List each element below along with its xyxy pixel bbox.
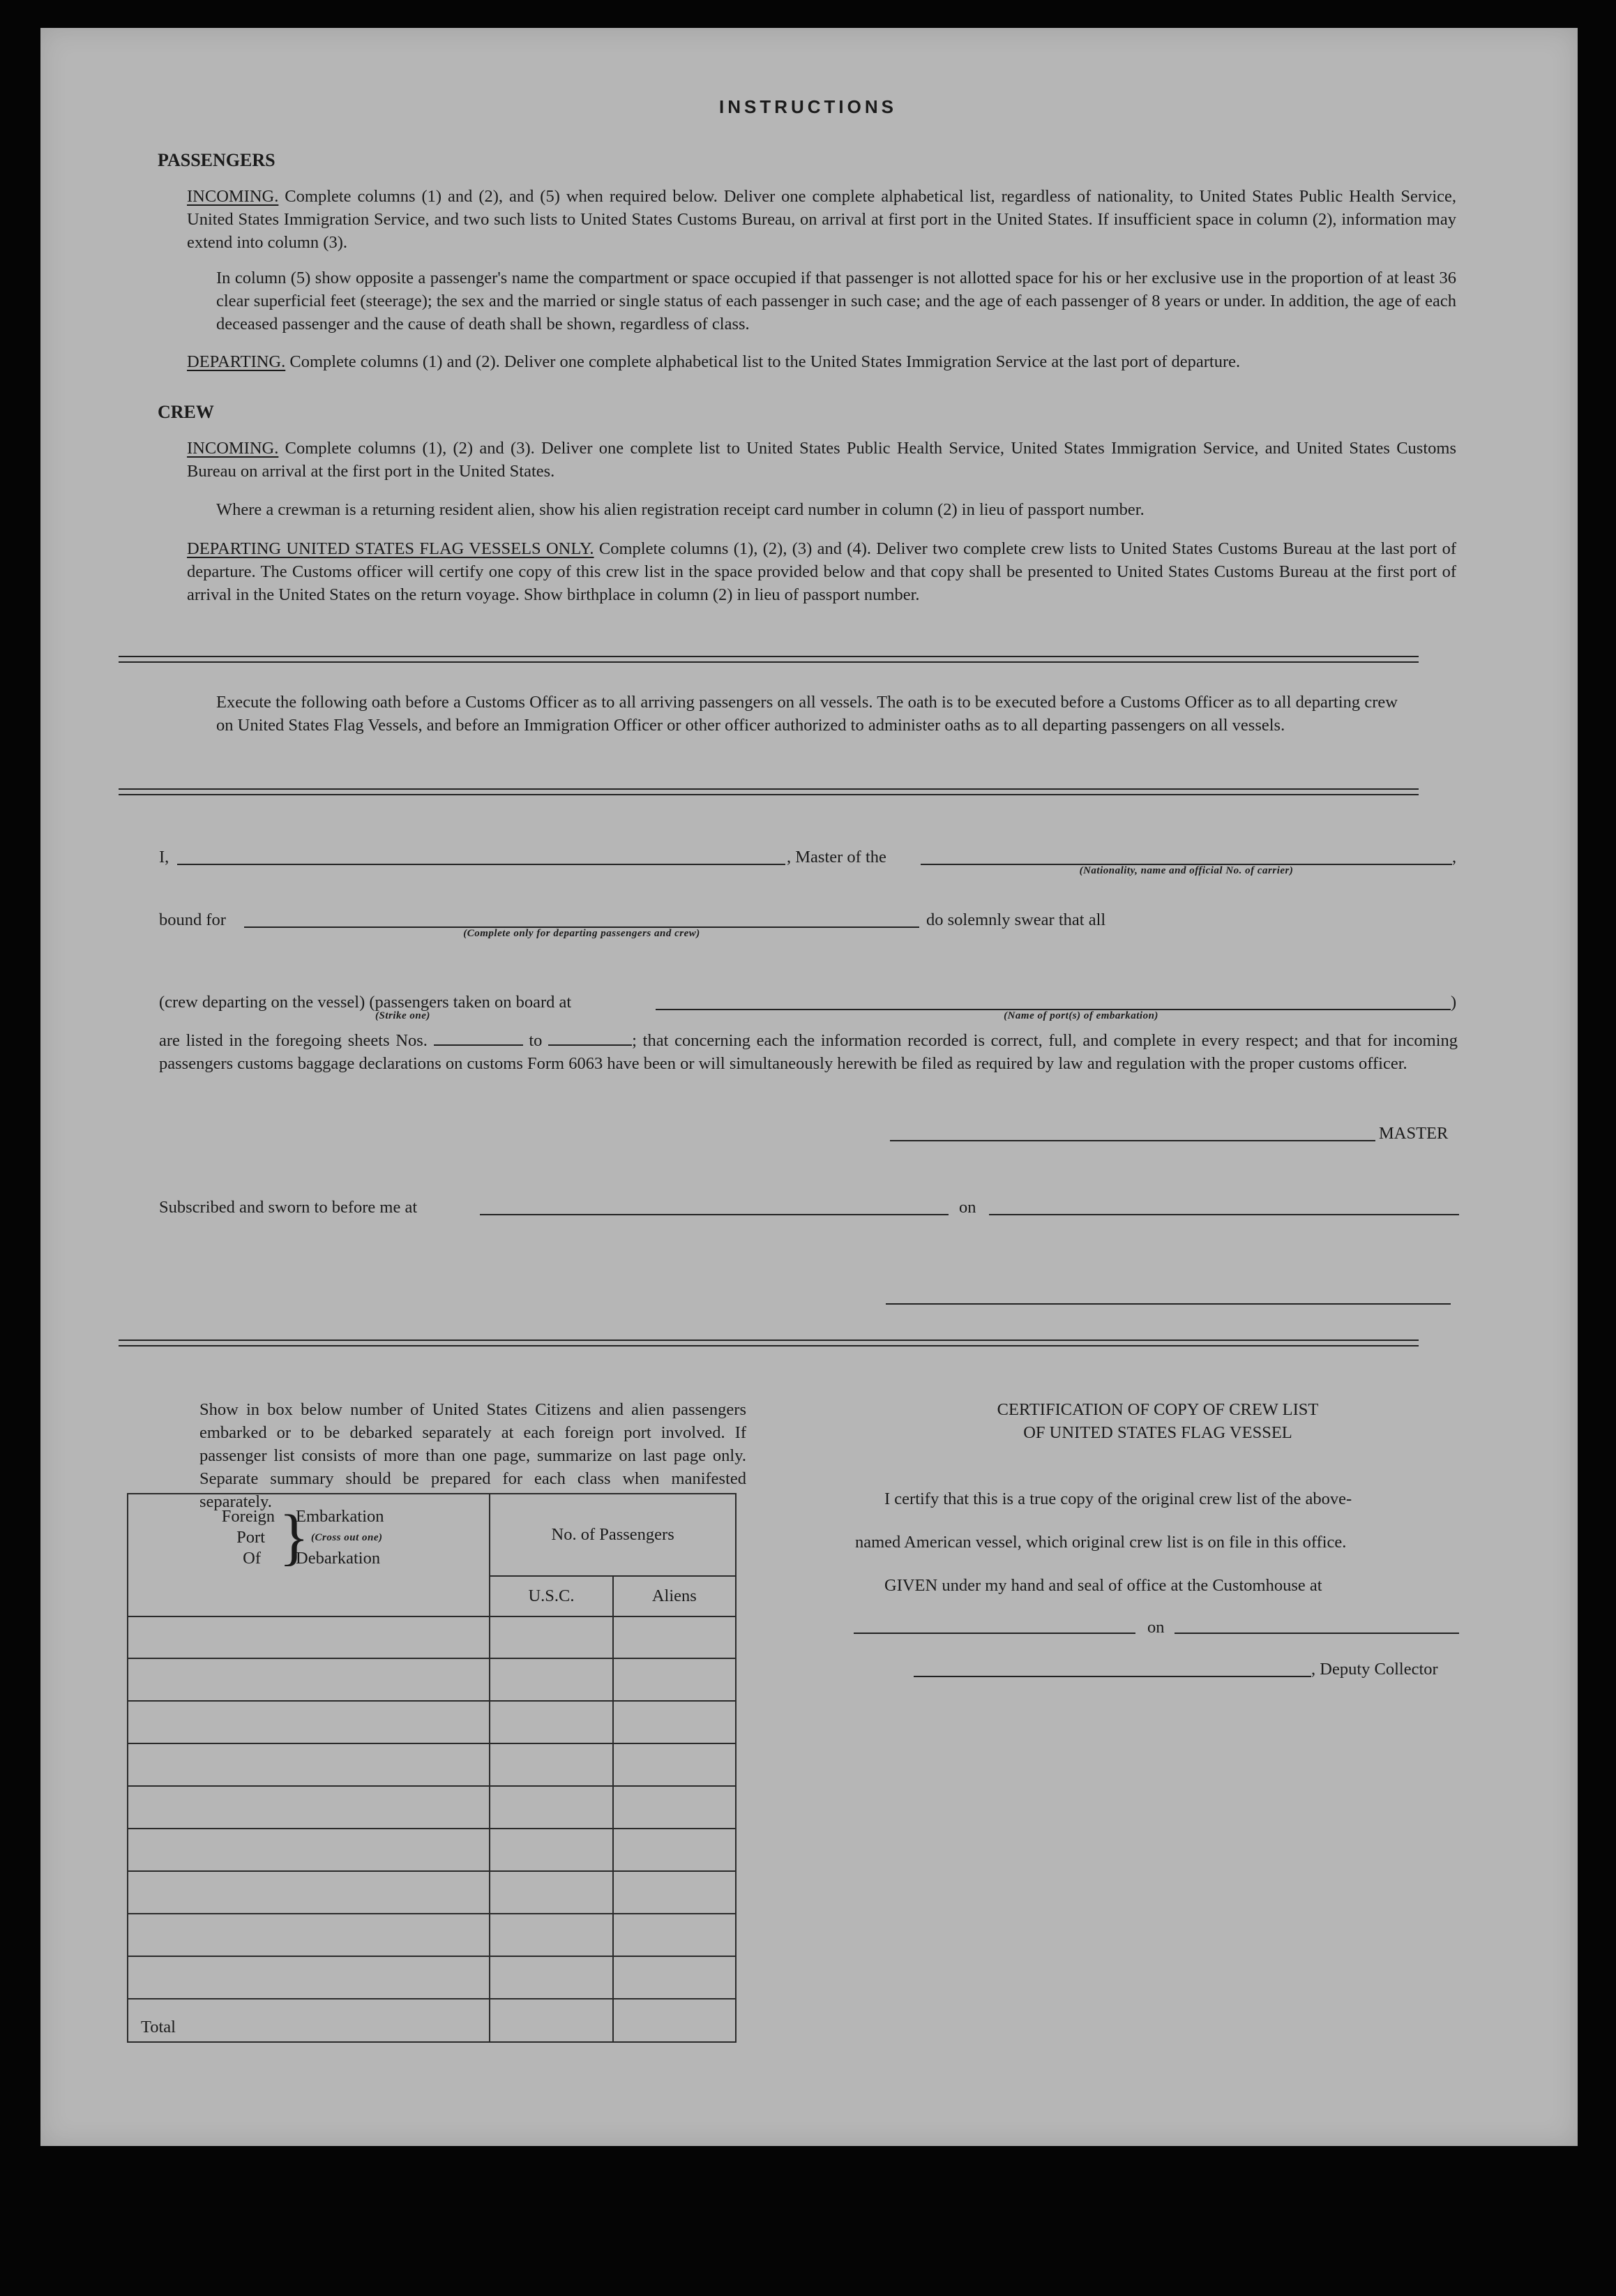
sworn-on-label: on bbox=[959, 1198, 976, 1217]
aliens-cell[interactable] bbox=[613, 1658, 736, 1701]
aliens-cell[interactable] bbox=[613, 1701, 736, 1743]
usc-cell[interactable] bbox=[490, 1914, 612, 1956]
certification-title bbox=[872, 1398, 1444, 1444]
crew-or-passengers-label: (crew departing on the vessel) (passengers taken on board at bbox=[159, 993, 572, 1012]
bound-for-label: bound for bbox=[159, 910, 226, 929]
usc-cell[interactable] bbox=[490, 1829, 612, 1871]
certify-on-label: on bbox=[1147, 1618, 1165, 1637]
aliens-cell[interactable] bbox=[613, 1914, 736, 1956]
foreign-label: Foreign bbox=[221, 1507, 275, 1526]
aliens-cell[interactable] bbox=[613, 1956, 736, 1999]
master-name-field[interactable] bbox=[177, 864, 785, 865]
usc-cell[interactable] bbox=[490, 1956, 612, 1999]
port-cell[interactable] bbox=[128, 1701, 490, 1743]
passenger-summary-table bbox=[127, 1493, 737, 2043]
cross-out-caption: (Cross out one) bbox=[311, 1532, 383, 1543]
bound-caption: (Complete only for departing passengers and crew) bbox=[463, 928, 700, 939]
port-cell[interactable] bbox=[128, 1786, 490, 1829]
aliens-cell[interactable] bbox=[613, 1829, 736, 1871]
deputy-collector-label: , Deputy Collector bbox=[1311, 1660, 1438, 1679]
master-of-label: , Master of the bbox=[787, 848, 886, 866]
aliens-total-cell[interactable] bbox=[613, 1999, 736, 2042]
customhouse-place-field[interactable] bbox=[854, 1633, 1135, 1634]
officer-signature-field[interactable] bbox=[886, 1303, 1451, 1305]
crew-departing-text: Complete columns (1), (2), (3) and (4). Deliver two complete crew lists to United States Customs Bureau at the last port of departure. The Customs officer will certify one copy of this crew list in the space provided below and that copy shall be presented to United States Customs Bureau at the first port of arrival in the United States on the return voyage. Show birthplace in column (2) in lieu of passport number. bbox=[187, 539, 1456, 604]
crew-incoming-paragraph bbox=[187, 437, 1456, 483]
port-cell[interactable] bbox=[128, 1871, 490, 1914]
passengers-incoming-text: Complete columns (1) and (2), and (5) when required below. Deliver one complete alphabetical list, regardless of nationality, to United States Public Health Service, United States Immigration Service, and two such lists to United States Customs Bureau, on arrival at first port in the United States. If insufficient space in column (2), information may extend into column (3). bbox=[187, 187, 1457, 252]
aliens-header: Aliens bbox=[613, 1576, 736, 1616]
sworn-place-field[interactable] bbox=[480, 1214, 949, 1215]
crew-departing-label: DEPARTING UNITED STATES FLAG VESSELS ONLY. bbox=[187, 539, 594, 558]
table-row bbox=[128, 1616, 736, 1658]
usc-cell[interactable] bbox=[490, 1616, 612, 1658]
certify-line2: named American vessel, which original crew list is on file in this office. bbox=[855, 1533, 1347, 1552]
usc-cell[interactable] bbox=[490, 1743, 612, 1786]
port-cell[interactable] bbox=[128, 1658, 490, 1701]
passengers-departing-label: DEPARTING. bbox=[187, 352, 286, 371]
total-row bbox=[128, 1999, 736, 2042]
port-cell[interactable] bbox=[128, 1914, 490, 1956]
instructions-title: INSTRUCTIONS bbox=[719, 96, 897, 117]
crew-incoming-text: Complete columns (1), (2) and (3). Deliver one complete list to United States Public Health Service, United States Immigration Service, and United States Customs Bureau on arrival at the first port in the United States. bbox=[187, 439, 1456, 481]
table-row bbox=[128, 1658, 736, 1701]
table-row bbox=[128, 1914, 736, 1956]
certify-date-field[interactable] bbox=[1175, 1633, 1459, 1634]
section-divider bbox=[119, 1340, 1419, 1346]
usc-cell[interactable] bbox=[490, 1701, 612, 1743]
section-divider bbox=[119, 656, 1419, 663]
crew-resident-paragraph: Where a crewman is a returning resident alien, show his alien registration receipt card number in column (2) in lieu of passport number. bbox=[216, 500, 1145, 519]
passengers-heading: PASSENGERS bbox=[158, 150, 275, 170]
usc-cell[interactable] bbox=[490, 1786, 612, 1829]
listed-text: ; that concerning each the information recorded is correct, full, and complete in every respect; and that for incoming passengers customs baggage declarations on customs Form 6063 have been or will simultaneously herewith be filed as required by law and regulation with the proper customs officer. bbox=[159, 1031, 1458, 1073]
table-row bbox=[128, 1871, 736, 1914]
table-row bbox=[128, 1743, 736, 1786]
certification-title-line1: CERTIFICATION OF COPY OF CREW LIST bbox=[997, 1400, 1319, 1419]
carrier-comma: , bbox=[1452, 848, 1457, 866]
sheet-from-field[interactable] bbox=[434, 1032, 523, 1046]
crew-incoming-label: INCOMING. bbox=[187, 439, 279, 458]
oath-instruction-paragraph: Execute the following oath before a Customs Officer as to all arriving passengers on all vessels. The oath is to be executed before a Customs Officer as to all departing crew on United States Flag Vessels, and before an Immigration Officer or other officer authorized to administer oaths as to all departing passengers on all vessels. bbox=[216, 693, 1398, 735]
aliens-cell[interactable] bbox=[613, 1616, 736, 1658]
brace-glyph: } bbox=[279, 1503, 310, 1572]
no-passengers-header: No. of Passengers bbox=[490, 1494, 736, 1576]
aliens-cell[interactable] bbox=[613, 1786, 736, 1829]
subscribed-label: Subscribed and sworn to before me at bbox=[159, 1198, 418, 1217]
section-divider bbox=[119, 788, 1419, 795]
listed-sheets-paragraph bbox=[159, 1029, 1458, 1075]
ports-caption: (Name of port(s) of embarkation) bbox=[1004, 1010, 1158, 1021]
port-cell[interactable] bbox=[128, 1956, 490, 1999]
to-label: to bbox=[529, 1031, 543, 1050]
certify-line3: GIVEN under my hand and seal of office at the Customhouse at bbox=[884, 1576, 1322, 1595]
usc-cell[interactable] bbox=[490, 1871, 612, 1914]
passengers-incoming-paragraph bbox=[187, 185, 1456, 254]
table-row bbox=[128, 1829, 736, 1871]
of-label: Of bbox=[243, 1549, 261, 1568]
swear-label: do solemnly swear that all bbox=[926, 910, 1106, 929]
master-signature-field[interactable] bbox=[890, 1140, 1375, 1141]
sheet-to-field[interactable] bbox=[548, 1032, 632, 1046]
usc-header: U.S.C. bbox=[490, 1576, 612, 1616]
total-label: Total bbox=[128, 1999, 490, 2042]
passengers-column5-paragraph: In column (5) show opposite a passenger's name the compartment or space occupied if that passenger is not allotted space for his or her exclusive use in the proportion of at least 36 clear superficial feet (steerage); the sex and the married or single status of each passenger in such case; and the age of each passenger of 8 years or under. In addition, the age of each deceased passenger and the cause of death shall be shown, regardless of class. bbox=[216, 269, 1456, 333]
carrier-caption: (Nationality, name and official No. of carrier) bbox=[1079, 865, 1294, 876]
table-row bbox=[128, 1956, 736, 1999]
crew-heading: CREW bbox=[158, 402, 214, 422]
passengers-departing-paragraph bbox=[187, 350, 1456, 373]
table-row bbox=[128, 1786, 736, 1829]
close-paren: ) bbox=[1451, 993, 1457, 1012]
debarkation-label: Debarkation bbox=[296, 1549, 381, 1568]
sworn-date-field[interactable] bbox=[989, 1214, 1459, 1215]
port-cell[interactable] bbox=[128, 1616, 490, 1658]
port-label: Port bbox=[236, 1528, 265, 1547]
oath-i-label: I, bbox=[159, 848, 169, 866]
master-label: MASTER bbox=[1379, 1124, 1449, 1143]
usc-cell[interactable] bbox=[490, 1658, 612, 1701]
port-cell[interactable] bbox=[128, 1743, 490, 1786]
strike-one-caption: (Strike one) bbox=[375, 1010, 430, 1021]
embarkation-label: Embarkation bbox=[296, 1507, 384, 1526]
summary-instruction-paragraph: Show in box below number of United States Citizens and alien passengers embarked or to be debarked separately at each foreign port involved. If passenger list consists of more than one page, summarize on last page only. Separate summary should be prepared for each class when manifested separately. bbox=[199, 1400, 746, 1511]
listed-label: are listed in the foregoing sheets Nos. bbox=[159, 1031, 428, 1050]
aliens-cell[interactable] bbox=[613, 1743, 736, 1786]
passengers-departing-text: Complete columns (1) and (2). Deliver one complete alphabetical list to the United States Immigration Service at the last port of departure. bbox=[289, 352, 1241, 371]
usc-total-cell[interactable] bbox=[490, 1999, 612, 2042]
port-cell[interactable] bbox=[128, 1829, 490, 1871]
passengers-incoming-label: INCOMING. bbox=[187, 187, 279, 206]
certification-title-line2: OF UNITED STATES FLAG VESSEL bbox=[1023, 1423, 1292, 1442]
certify-line1: I certify that this is a true copy of the original crew list of the above- bbox=[884, 1490, 1352, 1508]
crew-departing-paragraph bbox=[187, 537, 1456, 606]
deputy-collector-signature-field[interactable] bbox=[914, 1676, 1311, 1677]
aliens-cell[interactable] bbox=[613, 1871, 736, 1914]
port-header-cell bbox=[128, 1494, 490, 1616]
table-row bbox=[128, 1701, 736, 1743]
